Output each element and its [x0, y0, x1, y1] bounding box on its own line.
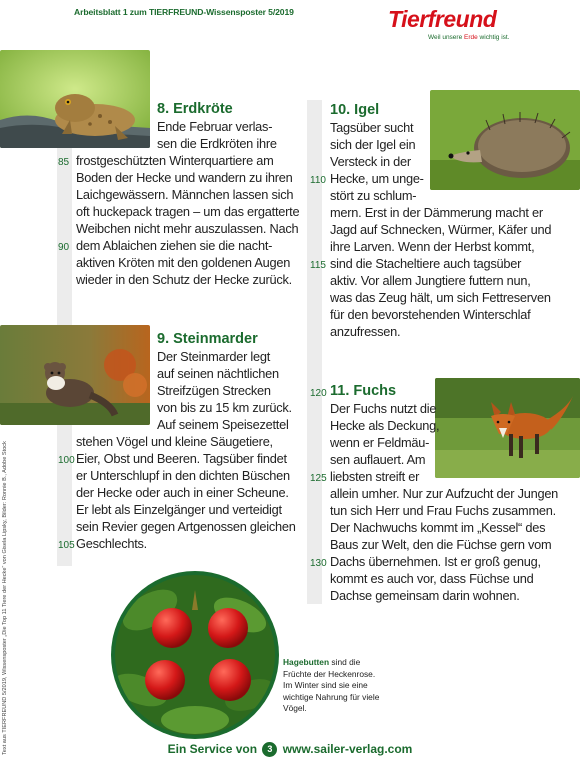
fuchs-line-8: Der Nachwuchs kommt im „Kessel“ des	[330, 520, 546, 535]
line-number: 130	[310, 558, 327, 569]
image-credits-text: Text aus TIERFREUND 5/2019, Wissensposter „Die Top 11 Tiere der Hecke“ von Gisela Lipsky, Bilder: Ronnie B., Adobe Stock	[2, 441, 8, 755]
steinmarder-line-4: von bis zu 15 km zurück.	[157, 400, 292, 415]
line-number: 105	[58, 540, 75, 551]
section-title-igel: 10. Igel	[330, 102, 380, 118]
fuchs-line-6: allein umher. Nur zur Aufzucht der Jungen	[330, 486, 559, 501]
logo-tag-prefix: Weil unsere	[428, 34, 465, 41]
igel-line-6: mern. Erst in der Dämmerung macht er	[330, 205, 543, 220]
igel-line-4: Hecke, um unge-	[330, 171, 424, 186]
fuchs-line-4: sen auflauert. Am	[330, 452, 426, 467]
fuchs-line-10: Dachs übernehmen. Ist er groß genug,	[330, 554, 541, 569]
igel-line-8: ihre Larven. Wenn der Herbst kommt,	[330, 239, 535, 254]
footer-prefix: Ein Service von	[167, 742, 258, 756]
worksheet-header: Arbeitsblatt 1 zum TIERFREUND-Wissensposter 5/2019	[74, 7, 294, 17]
caption-text: sind die Früchte der Heckenrose. Im Winter sind sie eine wichtige Nahrung für viele Vögel.	[283, 657, 380, 713]
section-title-fuchs: 11. Fuchs	[330, 383, 397, 399]
igel-line-1: Tagsüber sucht	[330, 120, 414, 135]
fuchs-line-1: Der Fuchs nutzt die	[330, 401, 437, 416]
erdkroete-line-7: Weibchen nicht mehr auszulassen. Nach	[76, 221, 299, 236]
image-credits	[2, 441, 14, 755]
section-title-erdkroete: 8. Erdkröte	[157, 101, 233, 117]
caption-highlight: Hagebutten	[283, 657, 330, 667]
erdkroete-line-8: dem Ablaichen ziehen sie die nacht-	[76, 238, 273, 253]
footer	[0, 742, 580, 757]
line-number: 120	[310, 388, 327, 399]
footer-badge: 3	[262, 742, 277, 757]
line-number: 110	[310, 175, 326, 186]
fuchs-line-7: tun sich Herr und Frau Fuchs zusammen.	[330, 503, 556, 518]
steinmarder-line-11: sein Revier gegen Artgenossen gleichen	[76, 519, 296, 534]
fuchs-line-12: Dachse gemeinsam darin wohnen.	[330, 588, 520, 603]
erdkroete-line-10: wieder in den Schutz der Hecke zurück.	[76, 272, 292, 287]
igel-line-13: anzufressen.	[330, 324, 401, 339]
toad-photo	[0, 50, 150, 148]
logo-tagline	[428, 34, 510, 41]
erdkroete-line-2: sen die Erdkröten ihre	[157, 136, 277, 151]
igel-line-7: Jagd auf Schnecken, Würmer, Käfer und	[330, 222, 552, 237]
logo-tag-highlight: Erde	[464, 34, 478, 41]
fox-photo	[435, 378, 580, 478]
line-number: 85	[58, 157, 70, 168]
erdkroete-line-9: aktiven Kröten mit den goldenen Augen	[76, 255, 291, 270]
rosehip-photo	[110, 570, 280, 740]
steinmarder-line-9: der Hecke oder auch in einer Scheune.	[76, 485, 289, 500]
steinmarder-line-8: er Unterschlupf in den dichten Büschen	[76, 468, 290, 483]
rosehip-caption	[283, 657, 385, 715]
steinmarder-line-1: Der Steinmarder legt	[157, 349, 271, 364]
fuchs-line-5: liebsten streift er	[330, 469, 420, 484]
erdkroete-line-5: Laichgewässern. Männchen lassen sich	[76, 187, 294, 202]
line-number: 90	[58, 242, 70, 253]
line-number: 115	[310, 260, 326, 271]
erdkroete-line-4: Boden der Hecke und wandern zu ihren	[76, 170, 293, 185]
steinmarder-line-6: stehen Vögel und kleine Säugetiere,	[76, 434, 273, 449]
fuchs-line-2: Hecke als Deckung,	[330, 418, 440, 433]
hedgehog-photo	[430, 90, 580, 190]
igel-line-9: sind die Stacheltiere auch tagsüber	[330, 256, 522, 271]
erdkroete-line-6: oft huckepack tragen – um das ergatterte	[76, 204, 300, 219]
section-title-steinmarder: 9. Steinmarder	[157, 331, 258, 347]
tierfreund-logo	[388, 4, 536, 46]
igel-line-11: was das Zeug hält, um sich Fettreserven	[330, 290, 551, 305]
erdkroete-line-1: Ende Februar verlas-	[157, 119, 273, 134]
igel-line-3: Versteck in der	[330, 154, 411, 169]
steinmarder-line-2: auf seinen nächtlichen	[157, 366, 279, 381]
line-number: 125	[310, 473, 327, 484]
fuchs-line-3: wenn er Feldmäu-	[330, 435, 430, 450]
igel-line-2: sich der Igel ein	[330, 137, 416, 152]
footer-url[interactable]: www.sailer-verlag.com	[282, 742, 413, 756]
logo-tag-suffix: wichtig ist.	[477, 34, 510, 41]
steinmarder-line-10: Er lebt als Einzelgänger und verteidigt	[76, 502, 282, 517]
igel-line-12: für den bevorstehenden Winterschlaf	[330, 307, 531, 322]
steinmarder-line-7: Eier, Obst und Beeren. Tagsüber findet	[76, 451, 287, 466]
steinmarder-line-5: Auf seinem Speisezettel	[157, 417, 289, 432]
line-number: 100	[58, 455, 75, 466]
steinmarder-line-3: Streifzügen Strecken	[157, 383, 271, 398]
erdkroete-line-3: frostgeschützten Winterquartiere am	[76, 153, 274, 168]
fuchs-line-11: kommt es auch vor, dass Füchse und	[330, 571, 534, 586]
logo-wordmark: Tierfreund	[388, 6, 497, 32]
marten-photo	[0, 325, 150, 425]
igel-line-5: stört zu schlum-	[330, 188, 417, 203]
fuchs-line-9: Baus zur Welt, den die Füchse gern vom	[330, 537, 552, 552]
igel-line-10: aktiv. Vor allem Jungtiere futtern nun,	[330, 273, 531, 288]
steinmarder-line-12: Geschlechts.	[76, 536, 147, 551]
